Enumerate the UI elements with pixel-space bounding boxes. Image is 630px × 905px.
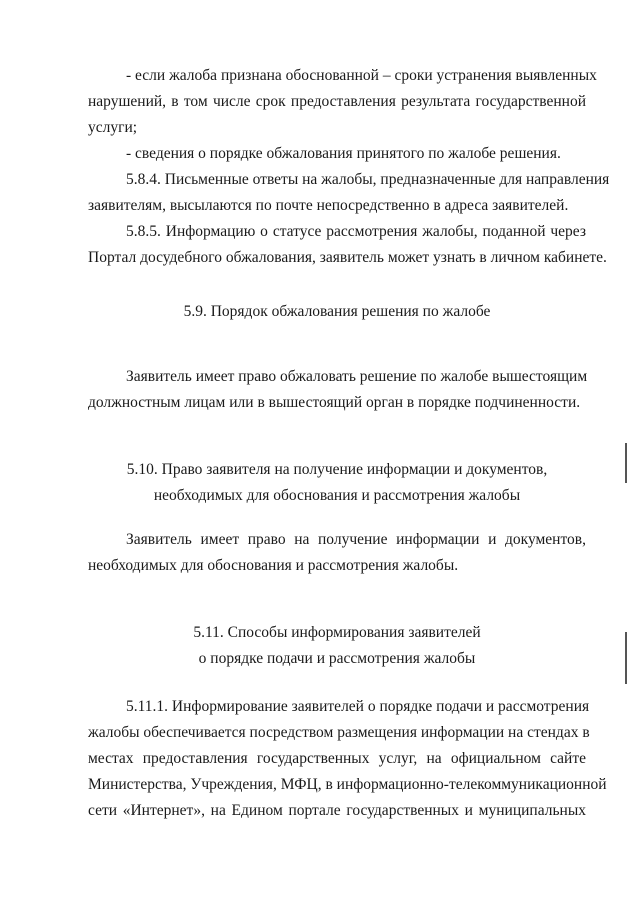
text-line: 5.8.5. Информацию о статусе рассмотрения жалобы, поданной через bbox=[126, 223, 586, 240]
text-line: Министерства, Учреждения, МФЦ, в информационно-телекоммуникационной bbox=[88, 776, 607, 793]
section-heading-5-10 bbox=[88, 457, 586, 509]
text-line: должностным лицам или в вышестоящий орган в порядке подчиненности. bbox=[88, 394, 581, 411]
heading-line: 5.10. Право заявителя на получение информации и документов, bbox=[126, 461, 548, 478]
paragraph-complaint-justified bbox=[88, 63, 597, 141]
text-line: 5.11.1. Информирование заявителей о порядке подачи и рассмотрения bbox=[126, 698, 590, 715]
paragraph-5-8-4 bbox=[88, 167, 610, 219]
text-line: необходимых для обоснования и рассмотрения жалобы. bbox=[88, 557, 459, 574]
section-body-5-9 bbox=[88, 364, 586, 416]
section-heading-5-9 bbox=[88, 299, 586, 325]
paragraph-5-8-5 bbox=[88, 219, 607, 271]
text-line: Заявитель имеет право обжаловать решение по жалобе вышестоящим bbox=[126, 368, 588, 385]
text-line: заявителям, высылаются по почте непосредственно в адреса заявителей. bbox=[88, 197, 569, 214]
heading-line: о порядке подачи и рассмотрения жалобы bbox=[198, 650, 476, 667]
paragraph-appeal-info bbox=[88, 141, 586, 167]
text-line: услуги; bbox=[88, 119, 138, 136]
scan-edge-mark bbox=[625, 632, 627, 684]
text-line: Заявитель имеет право на получение информации и документов, bbox=[126, 531, 586, 548]
heading-line: 5.9. Порядок обжалования решения по жалобе bbox=[183, 303, 491, 320]
scan-edge-mark bbox=[625, 443, 627, 483]
text-line: местах предоставления государственных услуг, на официальном сайте bbox=[88, 750, 586, 767]
text-line: нарушений, в том числе срок предоставления результата государственной bbox=[88, 93, 586, 110]
text-line: жалобы обеспечивается посредством размещения информации на стендах в bbox=[88, 724, 590, 741]
heading-line: необходимых для обоснования и рассмотрения жалобы bbox=[153, 487, 521, 504]
section-body-5-11 bbox=[88, 694, 607, 824]
text-line: сети «Интернет», на Едином портале государственных и муниципальных bbox=[88, 802, 586, 819]
section-body-5-10 bbox=[88, 527, 586, 579]
text-line: 5.8.4. Письменные ответы на жалобы, предназначенные для направления bbox=[126, 171, 610, 188]
text-line: - сведения о порядке обжалования принятого по жалобе решения. bbox=[126, 145, 561, 162]
text-line: - если жалоба признана обоснованной – сроки устранения выявленных bbox=[126, 67, 597, 84]
heading-line: 5.11. Способы информирования заявителей bbox=[193, 624, 481, 641]
text-line: Портал досудебного обжалования, заявитель может узнать в личном кабинете. bbox=[88, 249, 607, 266]
section-heading-5-11 bbox=[88, 620, 586, 672]
